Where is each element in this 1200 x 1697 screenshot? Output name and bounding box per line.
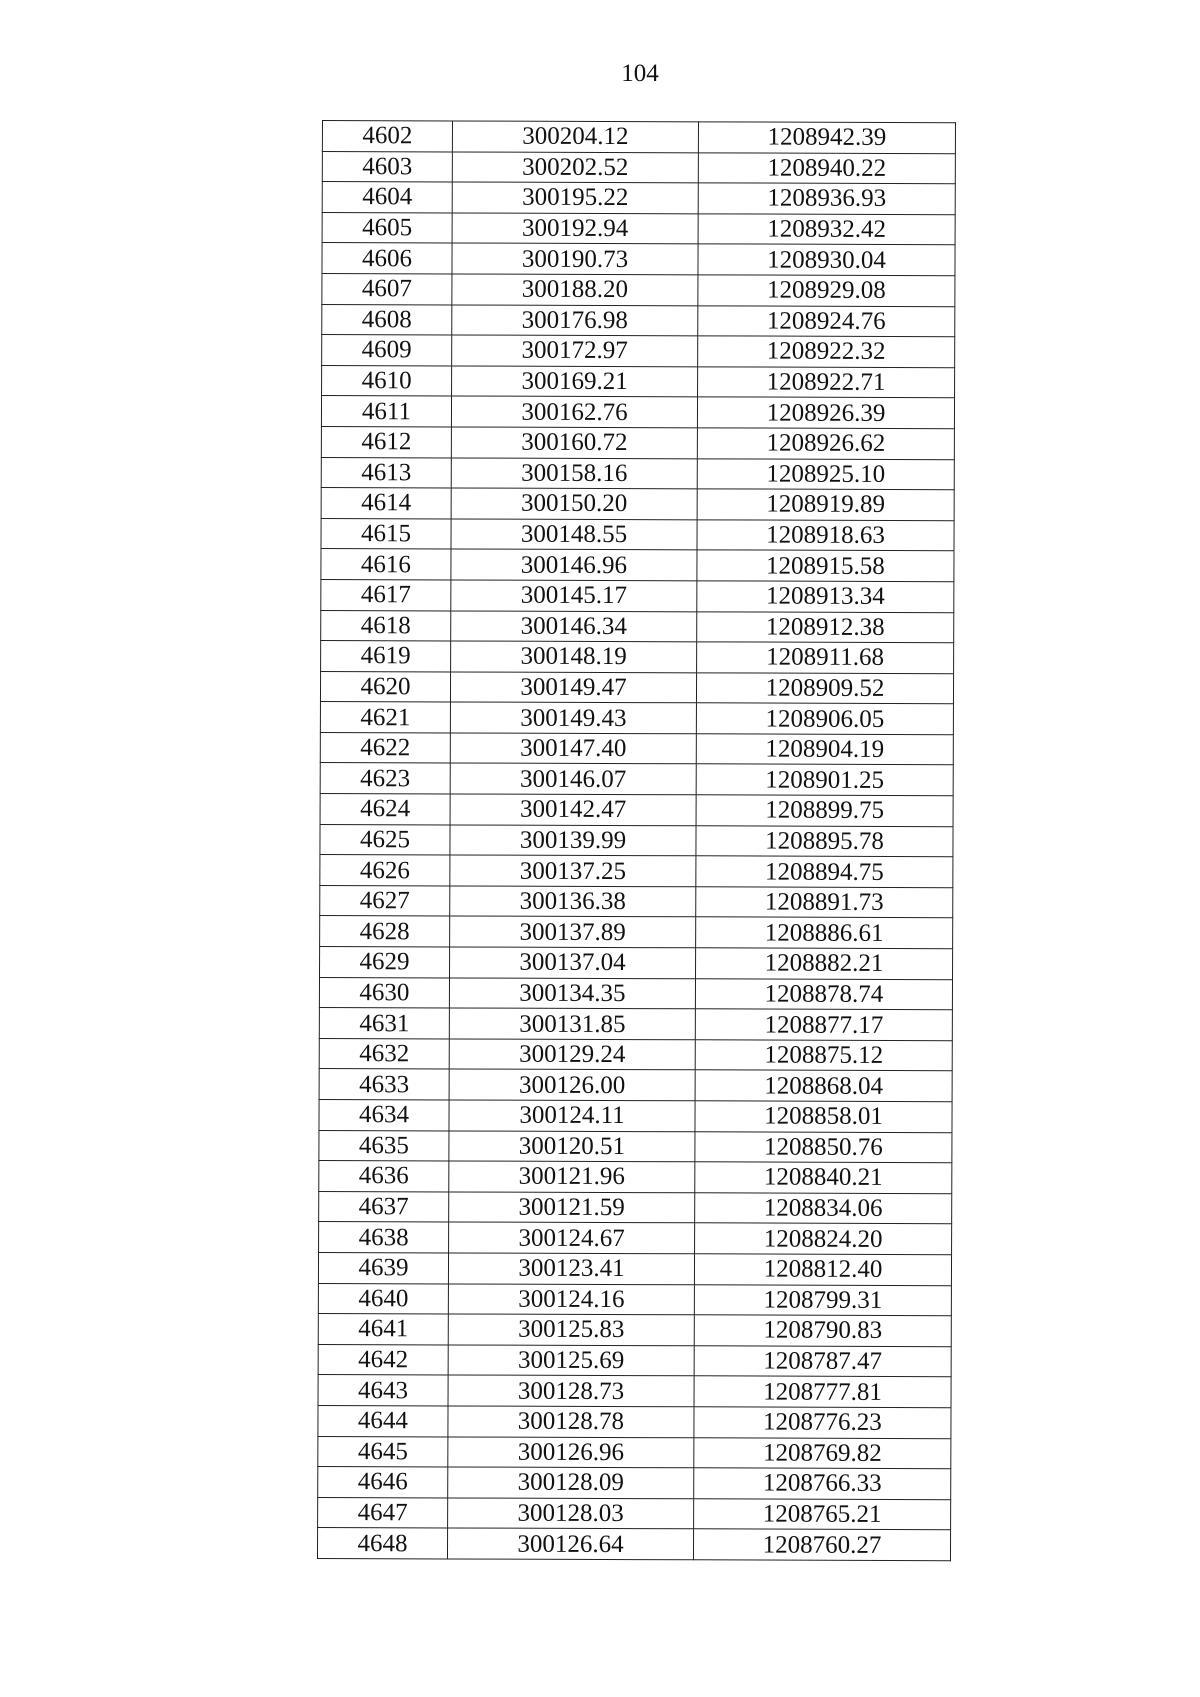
- x-coordinate-cell: 300146.34: [451, 610, 697, 641]
- x-coordinate-cell: 300172.97: [452, 335, 698, 366]
- table-row: [322, 121, 955, 154]
- x-coordinate-cell: 300126.96: [448, 1436, 694, 1467]
- y-coordinate-cell: 1208919.89: [697, 489, 954, 520]
- point-number-cell: 4621: [320, 702, 450, 733]
- table-row: [319, 1008, 952, 1041]
- y-coordinate-cell: 1208913.34: [697, 581, 954, 612]
- y-coordinate-cell: 1208850.76: [695, 1131, 952, 1162]
- y-coordinate-cell: 1208909.52: [696, 672, 953, 703]
- x-coordinate-cell: 300137.89: [450, 916, 696, 947]
- point-number-cell: 4627: [320, 885, 450, 916]
- point-number-cell: 4644: [318, 1405, 448, 1436]
- y-coordinate-cell: 1208899.75: [696, 795, 953, 826]
- x-coordinate-cell: 300147.40: [450, 733, 696, 764]
- point-number-cell: 4617: [321, 579, 451, 610]
- table-row: [320, 794, 953, 827]
- point-number-cell: 4615: [321, 518, 451, 549]
- x-coordinate-cell: 300190.73: [452, 243, 698, 274]
- table-row: [320, 916, 953, 949]
- point-number-cell: 4626: [320, 855, 450, 886]
- point-number-cell: 4640: [318, 1283, 448, 1314]
- page-number: 104: [621, 60, 659, 87]
- y-coordinate-cell: 1208878.74: [695, 978, 952, 1009]
- table-row: [322, 365, 955, 398]
- table-row: [320, 947, 953, 980]
- x-coordinate-cell: 300126.00: [449, 1069, 695, 1100]
- point-number-cell: 4605: [322, 212, 452, 243]
- x-coordinate-cell: 300146.96: [451, 549, 697, 580]
- x-coordinate-cell: 300128.78: [448, 1406, 694, 1437]
- point-number-cell: 4620: [320, 671, 450, 702]
- y-coordinate-cell: 1208840.21: [695, 1162, 952, 1193]
- y-coordinate-cell: 1208940.22: [698, 152, 955, 183]
- point-number-cell: 4638: [319, 1222, 449, 1253]
- point-number-cell: 4623: [320, 763, 450, 794]
- x-coordinate-cell: 300148.19: [451, 641, 697, 672]
- table-row: [318, 1344, 951, 1377]
- table-row: [318, 1314, 951, 1347]
- y-coordinate-cell: 1208895.78: [696, 825, 953, 856]
- point-number-cell: 4632: [319, 1038, 449, 1069]
- x-coordinate-cell: 300137.25: [450, 855, 696, 886]
- y-coordinate-cell: 1208924.76: [698, 305, 955, 336]
- table-row: [318, 1436, 951, 1469]
- point-number-cell: 4643: [318, 1375, 448, 1406]
- y-coordinate-cell: 1208765.21: [694, 1499, 951, 1530]
- y-coordinate-cell: 1208799.31: [694, 1284, 951, 1315]
- x-coordinate-cell: 300145.17: [451, 580, 697, 611]
- point-number-cell: 4647: [318, 1497, 448, 1528]
- x-coordinate-cell: 300158.16: [451, 457, 697, 488]
- table-row: [320, 763, 953, 796]
- point-number-cell: 4635: [319, 1130, 449, 1161]
- table-row: [322, 243, 955, 276]
- x-coordinate-cell: 300160.72: [451, 427, 697, 458]
- y-coordinate-cell: 1208918.63: [697, 520, 954, 551]
- x-coordinate-cell: 300124.11: [449, 1100, 695, 1131]
- table-row: [319, 1038, 952, 1071]
- x-coordinate-cell: 300128.09: [448, 1467, 694, 1498]
- table-row: [318, 1252, 951, 1285]
- y-coordinate-cell: 1208769.82: [694, 1437, 951, 1468]
- x-coordinate-cell: 300123.41: [448, 1253, 694, 1284]
- y-coordinate-cell: 1208858.01: [695, 1101, 952, 1132]
- x-coordinate-cell: 300125.69: [448, 1345, 694, 1376]
- table-row: [322, 335, 955, 368]
- x-coordinate-cell: 300204.12: [452, 121, 698, 152]
- y-coordinate-cell: 1208904.19: [696, 734, 953, 765]
- x-coordinate-cell: 300124.67: [449, 1222, 695, 1253]
- point-number-cell: 4648: [317, 1528, 447, 1559]
- y-coordinate-cell: 1208766.33: [694, 1468, 951, 1499]
- y-coordinate-cell: 1208877.17: [695, 1009, 952, 1040]
- point-number-cell: 4631: [319, 1008, 449, 1039]
- point-number-cell: 4608: [322, 304, 452, 335]
- table-row: [322, 304, 955, 337]
- y-coordinate-cell: 1208932.42: [698, 214, 955, 245]
- table-row: [319, 977, 952, 1010]
- x-coordinate-cell: 300148.55: [451, 519, 697, 550]
- table-row: [322, 151, 955, 184]
- point-number-cell: 4609: [322, 335, 452, 366]
- y-coordinate-cell: 1208912.38: [697, 611, 954, 642]
- table-row: [320, 732, 953, 765]
- y-coordinate-cell: 1208834.06: [695, 1193, 952, 1224]
- point-number-cell: 4602: [322, 121, 452, 152]
- y-coordinate-cell: 1208894.75: [696, 856, 953, 887]
- point-number-cell: 4614: [321, 488, 451, 519]
- table-row: [321, 457, 954, 490]
- point-number-cell: 4642: [318, 1344, 448, 1375]
- point-number-cell: 4603: [322, 151, 452, 182]
- y-coordinate-cell: 1208777.81: [694, 1376, 951, 1407]
- table-row: [318, 1375, 951, 1408]
- x-coordinate-cell: 300188.20: [452, 274, 698, 305]
- table-row: [320, 702, 953, 735]
- y-coordinate-cell: 1208882.21: [696, 948, 953, 979]
- table-row: [322, 212, 955, 245]
- x-coordinate-cell: 300195.22: [452, 182, 698, 213]
- y-coordinate-cell: 1208868.04: [695, 1070, 952, 1101]
- y-coordinate-cell: 1208776.23: [694, 1407, 951, 1438]
- table-row: [322, 182, 955, 215]
- y-coordinate-cell: 1208926.62: [697, 428, 954, 459]
- x-coordinate-cell: 300124.16: [448, 1284, 694, 1315]
- x-coordinate-cell: 300139.99: [450, 825, 696, 856]
- x-coordinate-cell: 300126.64: [447, 1528, 693, 1559]
- y-coordinate-cell: 1208936.93: [698, 183, 955, 214]
- table-row: [318, 1467, 951, 1500]
- y-coordinate-cell: 1208930.04: [698, 244, 955, 275]
- x-coordinate-cell: 300149.43: [450, 702, 696, 733]
- y-coordinate-cell: 1208915.58: [697, 550, 954, 581]
- point-number-cell: 4639: [318, 1252, 448, 1283]
- x-coordinate-cell: 300125.83: [448, 1314, 694, 1345]
- point-number-cell: 4634: [319, 1099, 449, 1130]
- table-row: [319, 1130, 952, 1163]
- table-row: [321, 426, 954, 459]
- point-number-cell: 4625: [320, 824, 450, 855]
- table-row: [321, 549, 954, 582]
- x-coordinate-cell: 300169.21: [452, 366, 698, 397]
- x-coordinate-cell: 300128.03: [448, 1498, 694, 1529]
- x-coordinate-cell: 300129.24: [449, 1039, 695, 1070]
- x-coordinate-cell: 300137.04: [450, 947, 696, 978]
- x-coordinate-cell: 300192.94: [452, 213, 698, 244]
- table-row: [321, 579, 954, 612]
- table-row: [320, 885, 953, 918]
- point-number-cell: 4629: [320, 947, 450, 978]
- table-row: [319, 1099, 952, 1132]
- point-number-cell: 4641: [318, 1314, 448, 1345]
- x-coordinate-cell: 300120.51: [449, 1131, 695, 1162]
- x-coordinate-cell: 300128.73: [448, 1375, 694, 1406]
- table-row: [318, 1405, 951, 1438]
- y-coordinate-cell: 1208760.27: [693, 1529, 950, 1560]
- y-coordinate-cell: 1208906.05: [696, 703, 953, 734]
- x-coordinate-cell: 300121.96: [449, 1161, 695, 1192]
- table-row: [319, 1222, 952, 1255]
- table-row: [319, 1069, 952, 1102]
- point-number-cell: 4633: [319, 1069, 449, 1100]
- y-coordinate-cell: 1208922.32: [698, 336, 955, 367]
- x-coordinate-cell: 300162.76: [451, 396, 697, 427]
- coordinates-table-body: [317, 121, 955, 1561]
- x-coordinate-cell: 300149.47: [450, 672, 696, 703]
- y-coordinate-cell: 1208922.71: [698, 367, 955, 398]
- point-number-cell: 4622: [320, 732, 450, 763]
- table-row: [317, 1528, 950, 1561]
- point-number-cell: 4618: [321, 610, 451, 641]
- x-coordinate-cell: 300202.52: [452, 152, 698, 183]
- table-row: [320, 671, 953, 704]
- table-row: [321, 610, 954, 643]
- y-coordinate-cell: 1208926.39: [697, 397, 954, 428]
- coordinates-table: [317, 120, 956, 1561]
- table-row: [320, 824, 953, 857]
- table-row: [321, 396, 954, 429]
- point-number-cell: 4636: [319, 1161, 449, 1192]
- point-number-cell: 4646: [318, 1467, 448, 1498]
- table-row: [321, 641, 954, 674]
- y-coordinate-cell: 1208790.83: [694, 1315, 951, 1346]
- y-coordinate-cell: 1208942.39: [698, 122, 955, 153]
- point-number-cell: 4610: [322, 365, 452, 396]
- y-coordinate-cell: 1208925.10: [697, 458, 954, 489]
- y-coordinate-cell: 1208901.25: [696, 764, 953, 795]
- table-row: [321, 488, 954, 521]
- table-row: [318, 1497, 951, 1530]
- x-coordinate-cell: 300121.59: [449, 1192, 695, 1223]
- x-coordinate-cell: 300131.85: [449, 1008, 695, 1039]
- table-row: [318, 1283, 951, 1316]
- point-number-cell: 4628: [320, 916, 450, 947]
- point-number-cell: 4613: [321, 457, 451, 488]
- x-coordinate-cell: 300176.98: [452, 305, 698, 336]
- x-coordinate-cell: 300146.07: [450, 763, 696, 794]
- y-coordinate-cell: 1208787.47: [694, 1346, 951, 1377]
- x-coordinate-cell: 300142.47: [450, 794, 696, 825]
- point-number-cell: 4619: [321, 641, 451, 672]
- point-number-cell: 4630: [319, 977, 449, 1008]
- x-coordinate-cell: 300134.35: [449, 978, 695, 1009]
- point-number-cell: 4624: [320, 794, 450, 825]
- table-row: [319, 1191, 952, 1224]
- y-coordinate-cell: 1208875.12: [695, 1040, 952, 1071]
- point-number-cell: 4606: [322, 243, 452, 274]
- x-coordinate-cell: 300150.20: [451, 488, 697, 519]
- x-coordinate-cell: 300136.38: [450, 886, 696, 917]
- y-coordinate-cell: 1208812.40: [694, 1254, 951, 1285]
- point-number-cell: 4645: [318, 1436, 448, 1467]
- table-row: [319, 1161, 952, 1194]
- y-coordinate-cell: 1208886.61: [696, 917, 953, 948]
- point-number-cell: 4616: [321, 549, 451, 580]
- table-row: [320, 855, 953, 888]
- y-coordinate-cell: 1208824.20: [695, 1223, 952, 1254]
- point-number-cell: 4604: [322, 182, 452, 213]
- point-number-cell: 4611: [321, 396, 451, 427]
- point-number-cell: 4612: [321, 426, 451, 457]
- y-coordinate-cell: 1208891.73: [696, 887, 953, 918]
- point-number-cell: 4607: [322, 273, 452, 304]
- table-row: [322, 273, 955, 306]
- y-coordinate-cell: 1208929.08: [698, 275, 955, 306]
- point-number-cell: 4637: [319, 1191, 449, 1222]
- table-row: [321, 518, 954, 551]
- y-coordinate-cell: 1208911.68: [697, 642, 954, 673]
